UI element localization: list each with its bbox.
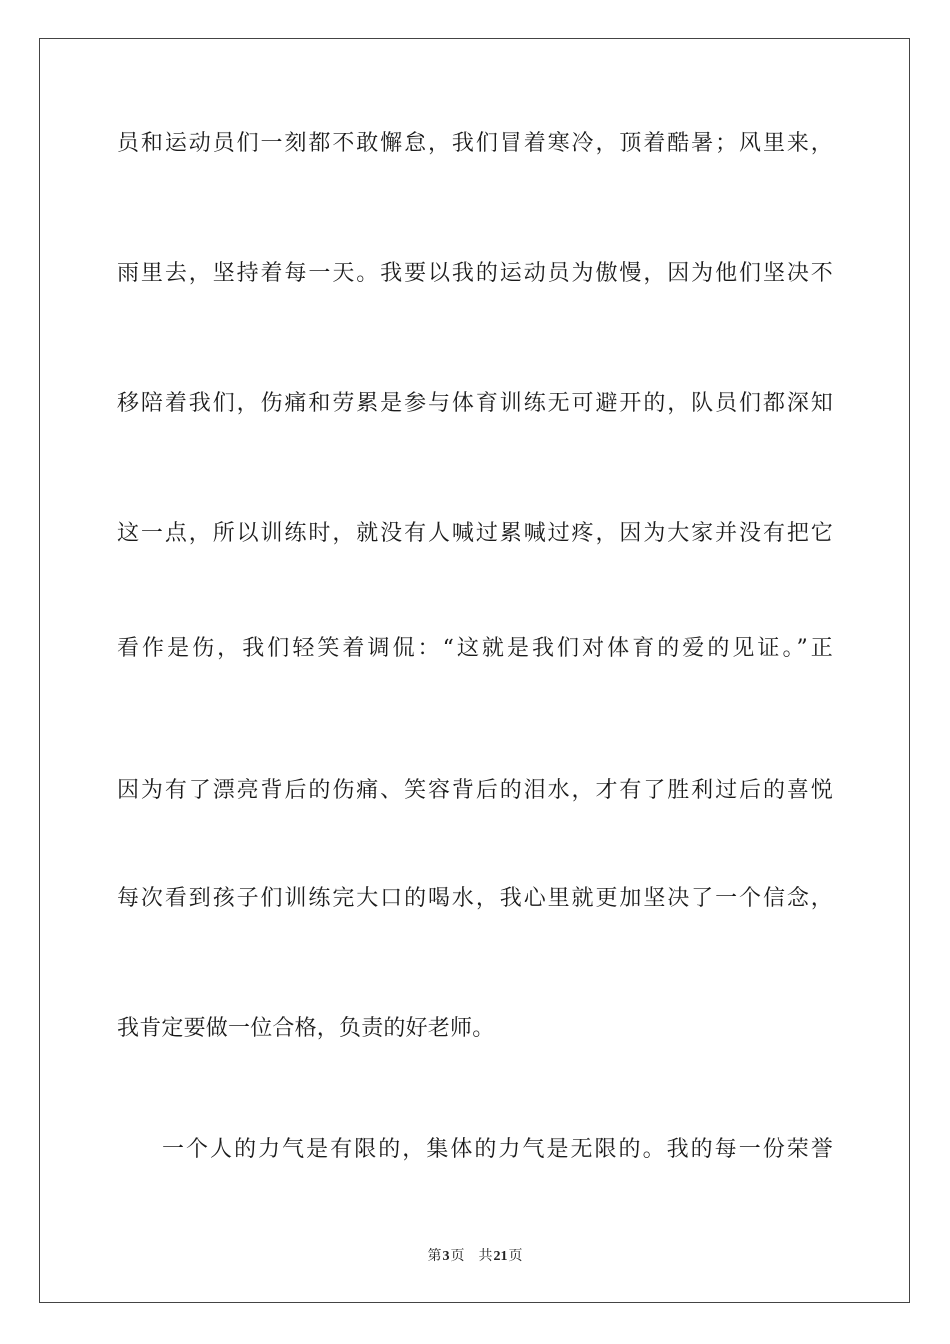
paragraph-line: 每次看到孩子们训练完大口的喝水，我心里就更加坚决了一个信念， (117, 886, 833, 911)
page-footer (0, 1247, 950, 1266)
page-number: 3 (442, 1249, 450, 1264)
paragraph-line: 员和运动员们一刻都不敢懈怠，我们冒着寒冷，顶着酷暑；风里来， (117, 131, 833, 156)
paragraph-line: 这一点，所以训练时，就没有人喊过累喊过疼，因为大家并没有把它 (117, 521, 833, 546)
paragraph-line: 看作是伤，我们轻笑着调侃：“这就是我们对体育的爱的见证。”正 (117, 636, 833, 661)
total-suffix: 页 (508, 1248, 523, 1264)
paragraph-line-indented: 一个人的力气是有限的，集体的力气是无限的。我的每一份荣誉 (162, 1137, 833, 1162)
total-prefix: 共 (478, 1248, 493, 1264)
paragraph-line-end: 我肯定要做一位合格，负责的好老师。 (117, 1016, 495, 1041)
page-prefix: 第 (427, 1248, 442, 1264)
paragraph-line: 移陪着我们，伤痛和劳累是参与体育训练无可避开的，队员们都深知 (117, 391, 833, 416)
page-border (39, 38, 910, 1303)
page-suffix: 页 (450, 1248, 465, 1264)
paragraph-line: 因为有了漂亮背后的伤痛、笑容背后的泪水，才有了胜利过后的喜悦 (117, 778, 833, 803)
total-pages: 21 (493, 1249, 508, 1264)
paragraph-line: 雨里去，坚持着每一天。我要以我的运动员为傲慢，因为他们坚决不 (117, 261, 833, 286)
